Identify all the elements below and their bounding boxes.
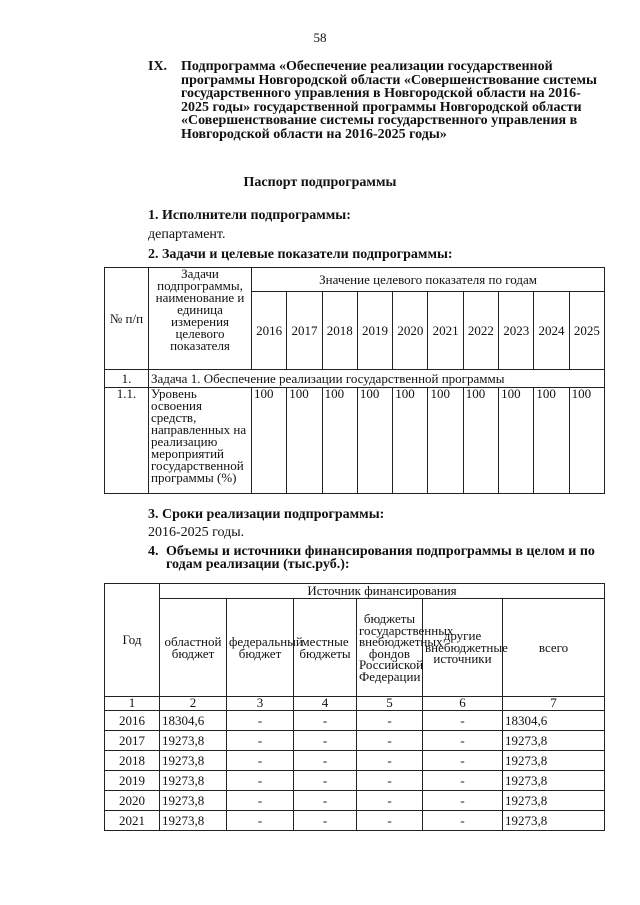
year-header: 2023 (499, 292, 534, 370)
row-other: - (423, 791, 503, 811)
indicator-value: 100 (322, 388, 357, 494)
row-other: - (423, 711, 503, 731)
heading-financing-text: Объемы и источники финансирования подпрограммы в целом и по годам реализации (тыс.руб.): (166, 544, 595, 572)
col-header-year: Год (105, 584, 160, 697)
col-header-funds: бюджеты государственных внебюджетных фондов Российской Федерации (357, 599, 423, 697)
indicator-value: 100 (428, 388, 463, 494)
col-number: 3 (227, 697, 294, 711)
table-row (105, 811, 605, 831)
col-header-local: местные бюджеты (294, 599, 357, 697)
task-text: Задача 1. Обеспечение реализации государственной программы (149, 370, 605, 388)
heading-tasks: 2. Задачи и целевые показатели подпрограммы: (148, 247, 453, 262)
col-header-source: Источник финансирования (160, 584, 605, 599)
row-total: 19273,8 (503, 731, 605, 751)
row-total: 19273,8 (503, 751, 605, 771)
col-header-regional: областной бюджет (160, 599, 227, 697)
row-year: 2019 (105, 771, 160, 791)
col-number: 2 (160, 697, 227, 711)
heading-executors: 1. Исполнители подпрограммы: (148, 208, 351, 223)
row-funds: - (357, 811, 423, 831)
indicator-value: 100 (569, 388, 604, 494)
year-header: 2016 (252, 292, 287, 370)
page-number: 58 (313, 30, 327, 45)
row-regional: 19273,8 (160, 811, 227, 831)
row-federal: - (227, 751, 294, 771)
col-number: 1 (105, 697, 160, 711)
row-regional: 19273,8 (160, 731, 227, 751)
section-title: Подпрограмма «Обеспечение реализации государственной программы Новгородской области «Совершенствование системы государственного управления в Новгородской области на 2016-2025 годы» государственной программы Новгородской области «Совершенствование системы государственного управления в Новгородской области на 2016-2025 годы» (181, 59, 597, 142)
row-year: 2017 (105, 731, 160, 751)
row-total: 19273,8 (503, 791, 605, 811)
row-other: - (423, 751, 503, 771)
year-header: 2017 (287, 292, 322, 370)
indicator-value: 100 (534, 388, 569, 494)
row-year: 2020 (105, 791, 160, 811)
indicators-table (104, 267, 605, 494)
year-header: 2020 (393, 292, 428, 370)
row-regional: 18304,6 (160, 711, 227, 731)
row-year: 2018 (105, 751, 160, 771)
col-number: 4 (294, 697, 357, 711)
indicator-value: 100 (287, 388, 322, 494)
indicator-value: 100 (499, 388, 534, 494)
row-federal: - (227, 811, 294, 831)
table-row (105, 791, 605, 811)
row-local: - (294, 771, 357, 791)
row-funds: - (357, 771, 423, 791)
executor-text: департамент. (148, 227, 226, 242)
indicator-text: Уровень освоения средств, направленных на реализацию мероприятий государственной программы (%) (149, 388, 252, 494)
indicator-value: 100 (463, 388, 498, 494)
year-header: 2025 (569, 292, 604, 370)
row-total: 19273,8 (503, 811, 605, 831)
task-number: 1. (105, 370, 149, 388)
row-local: - (294, 731, 357, 751)
row-federal: - (227, 771, 294, 791)
col-number: 6 (423, 697, 503, 711)
row-local: - (294, 811, 357, 831)
indicator-value: 100 (393, 388, 428, 494)
year-header: 2024 (534, 292, 569, 370)
heading-period: 3. Сроки реализации подпрограммы: (148, 507, 385, 522)
col-header-values: Значение целевого показателя по годам (252, 268, 605, 292)
year-header: 2019 (357, 292, 392, 370)
row-local: - (294, 751, 357, 771)
year-header: 2021 (428, 292, 463, 370)
row-federal: - (227, 731, 294, 751)
col-header-number: № п/п (105, 268, 149, 370)
col-header-task: Задачи подпрограммы, наименование и единица измерения целевого показателя (149, 268, 252, 370)
indicator-value: 100 (252, 388, 287, 494)
col-header-federal: федеральный бюджет (227, 599, 294, 697)
year-header: 2022 (463, 292, 498, 370)
table-row (105, 731, 605, 751)
row-year: 2021 (105, 811, 160, 831)
table-row (105, 388, 605, 494)
row-regional: 19273,8 (160, 771, 227, 791)
row-other: - (423, 811, 503, 831)
row-total: 18304,6 (503, 711, 605, 731)
row-local: - (294, 791, 357, 811)
col-number: 7 (503, 697, 605, 711)
period-text: 2016-2025 годы. (148, 525, 245, 540)
row-regional: 19273,8 (160, 791, 227, 811)
row-funds: - (357, 751, 423, 771)
passport-title: Паспорт подпрограммы (243, 175, 397, 190)
row-other: - (423, 771, 503, 791)
indicator-number: 1.1. (105, 388, 149, 494)
table-row (105, 751, 605, 771)
col-header-other: другие внебюджетные источники (423, 599, 503, 697)
heading-financing-number: 4. (148, 544, 159, 559)
row-year: 2016 (105, 711, 160, 731)
table-row (105, 370, 605, 388)
row-federal: - (227, 711, 294, 731)
col-header-total: всего (503, 599, 605, 697)
row-funds: - (357, 711, 423, 731)
row-regional: 19273,8 (160, 751, 227, 771)
year-header: 2018 (322, 292, 357, 370)
row-funds: - (357, 731, 423, 751)
indicator-value: 100 (357, 388, 392, 494)
table-row (105, 711, 605, 731)
table-row (105, 771, 605, 791)
row-total: 19273,8 (503, 771, 605, 791)
financing-table (104, 583, 605, 831)
col-number: 5 (357, 697, 423, 711)
row-local: - (294, 711, 357, 731)
row-funds: - (357, 791, 423, 811)
section-number: IX. (148, 59, 168, 74)
row-other: - (423, 731, 503, 751)
row-federal: - (227, 791, 294, 811)
